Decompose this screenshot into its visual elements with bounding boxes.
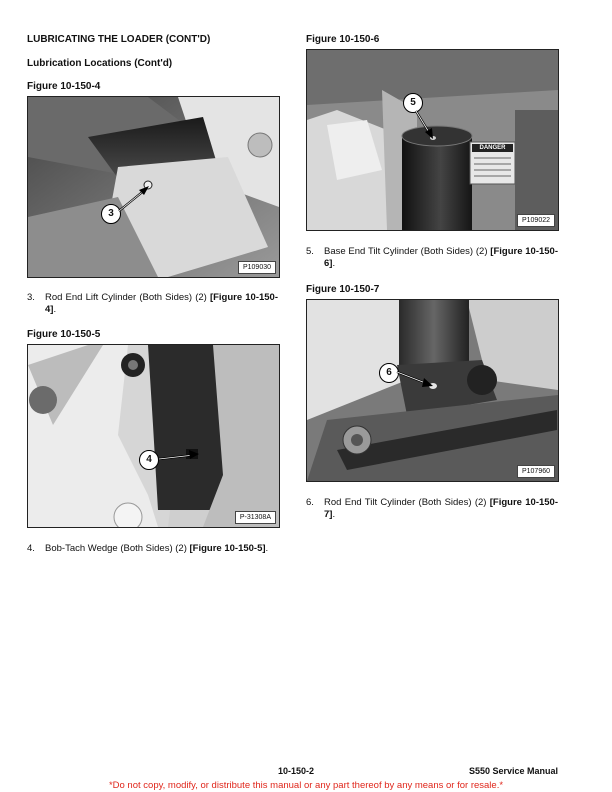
callout-arrow-icon bbox=[307, 50, 558, 230]
step-text: Rod End Lift Cylinder (Both Sides) (2) bbox=[45, 292, 210, 303]
photo-code: P-31308A bbox=[235, 511, 276, 524]
step-text: Bob-Tach Wedge (Both Sides) (2) bbox=[45, 543, 190, 554]
callout-4: 4 bbox=[139, 450, 159, 470]
step-number: 5. bbox=[306, 246, 314, 257]
step-5: 5. Base End Tilt Cylinder (Both Sides) (2) [Figure 10-150-6]. bbox=[306, 246, 559, 269]
section-title: LUBRICATING THE LOADER (CONT'D) bbox=[27, 34, 211, 45]
photo-rod-end-lift-cylinder bbox=[27, 96, 280, 278]
photo-code: P107960 bbox=[517, 465, 555, 478]
figure-reference: [Figure 10-150-6] bbox=[324, 246, 559, 269]
step-3: 3. Rod End Lift Cylinder (Both Sides) (2) [Figure 10-150-4]. bbox=[27, 292, 278, 315]
figure-label-10-150-4: Figure 10-150-4 bbox=[27, 81, 101, 92]
section-subtitle: Lubrication Locations (Cont'd) bbox=[27, 58, 173, 69]
callout-3: 3 bbox=[101, 204, 121, 224]
figure-reference: [Figure 10-150-4] bbox=[45, 292, 278, 315]
step-number: 6. bbox=[306, 497, 314, 508]
callout-arrow-icon bbox=[307, 300, 558, 481]
step-number: 4. bbox=[27, 543, 35, 554]
figure-reference: [Figure 10-150-7] bbox=[324, 497, 558, 520]
step-text: Rod End Tilt Cylinder (Both Sides) (2) bbox=[324, 497, 490, 508]
danger-decal: DANGER bbox=[479, 145, 506, 151]
figure-label-10-150-7: Figure 10-150-7 bbox=[306, 284, 380, 295]
copyright-warning: *Do not copy, modify, or distribute this manual or any part thereof by any means or for resale.* bbox=[108, 780, 504, 791]
photo-code: P109030 bbox=[238, 261, 276, 274]
photo-code: P109022 bbox=[517, 214, 555, 227]
figure-reference: [Figure 10-150-5] bbox=[189, 543, 266, 554]
step-6: 6. Rod End Tilt Cylinder (Both Sides) (2) [Figure 10-150-7]. bbox=[306, 497, 558, 520]
step-4: 4. Bob-Tach Wedge (Both Sides) (2) [Figure 10-150-5]. bbox=[27, 543, 269, 554]
photo-base-end-tilt-cylinder bbox=[306, 49, 559, 231]
photo-rod-end-tilt-cylinder bbox=[306, 299, 559, 482]
figure-label-10-150-5: Figure 10-150-5 bbox=[27, 329, 101, 340]
callout-6: 6 bbox=[379, 363, 399, 383]
page-number: 10-150-2 bbox=[278, 766, 315, 776]
step-text: Base End Tilt Cylinder (Both Sides) (2) bbox=[324, 246, 491, 257]
callout-5: 5 bbox=[403, 93, 423, 113]
photo-bob-tach-wedge bbox=[27, 344, 280, 528]
manual-title: S550 Service Manual bbox=[468, 766, 558, 776]
callout-arrow-icon bbox=[28, 345, 279, 527]
callout-arrow-icon bbox=[28, 97, 279, 277]
step-number: 3. bbox=[27, 292, 35, 303]
figure-label-10-150-6: Figure 10-150-6 bbox=[306, 34, 380, 45]
